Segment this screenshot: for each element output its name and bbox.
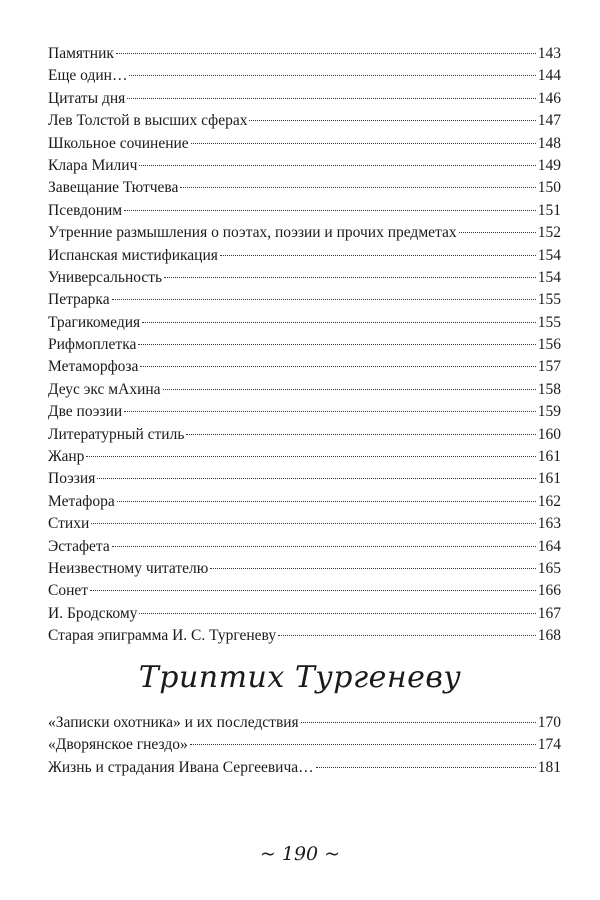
toc-entry: [48, 289, 561, 311]
toc-entry-page: 144: [537, 67, 561, 85]
toc-entry: [48, 245, 561, 267]
toc-entry: [48, 712, 561, 734]
toc-entry: [48, 356, 561, 378]
toc-entry: [48, 513, 561, 535]
toc-entry-title: Лев Толстой в высших сферах: [48, 112, 248, 130]
dot-leader: [90, 590, 536, 591]
toc-entry-title: И. Бродскому: [48, 604, 138, 622]
dot-leader: [129, 75, 535, 76]
toc-entry: [48, 468, 561, 490]
toc-entry-page: 158: [537, 380, 561, 398]
toc-entry-page: 181: [537, 758, 561, 776]
toc-entry-title: Утренние размышления о поэтах, поэзии и прочих предметах: [48, 224, 457, 242]
dot-leader: [112, 546, 536, 547]
toc-entry-title: Памятник: [48, 45, 114, 62]
toc-entry: [48, 177, 561, 199]
toc-entry-page: 174: [537, 736, 561, 754]
toc-entry-page: 154: [537, 246, 561, 264]
dot-leader: [163, 389, 536, 390]
toc-entry-title: «Записки охотника» и их последствия: [48, 714, 299, 731]
toc-entry-title: Сонет: [48, 582, 89, 600]
toc-entry: [48, 401, 561, 423]
toc-entry: [48, 222, 561, 244]
toc-entry: [48, 155, 561, 177]
dot-leader: [191, 143, 536, 144]
toc-entry-page: 147: [537, 112, 561, 130]
toc-entry-page: 150: [537, 179, 561, 197]
toc-entry-page: 148: [537, 134, 561, 152]
toc-entry-title: Жизнь и страдания Ивана Сергеевича…: [48, 758, 314, 776]
dot-leader: [180, 187, 535, 188]
toc-entry-title: Клара Милич: [48, 156, 138, 174]
toc-entry-page: 146: [537, 89, 561, 107]
toc-entry-page: 160: [537, 425, 561, 443]
toc-entry: [48, 536, 561, 558]
section-contents: [48, 712, 561, 779]
toc-entry-title: Школьное сочинение: [48, 134, 189, 152]
dot-leader: [86, 456, 535, 457]
dot-leader: [91, 523, 536, 524]
toc-entry: [48, 491, 561, 513]
toc-entry: [48, 110, 561, 132]
toc-entry-page: 143: [537, 45, 561, 62]
toc-entry-title: Завещание Тютчева: [48, 179, 179, 197]
dot-leader: [138, 344, 535, 345]
toc-entry: [48, 65, 561, 87]
toc-entry: [48, 267, 561, 289]
dot-leader: [190, 744, 536, 745]
toc-entry-page: 151: [537, 201, 561, 219]
dot-leader: [117, 501, 536, 502]
toc-entry-page: 155: [537, 313, 561, 331]
dot-leader: [164, 277, 536, 278]
toc-entry-title: Стихи: [48, 515, 90, 533]
dot-leader: [97, 478, 535, 479]
dot-leader: [124, 411, 536, 412]
dot-leader: [301, 722, 536, 723]
toc-entry-page: 163: [537, 515, 561, 533]
toc-entry-title: Неизвестному читателю: [48, 559, 209, 577]
toc-entry-page: 152: [537, 224, 561, 242]
dot-leader: [140, 366, 535, 367]
dot-leader: [139, 613, 535, 614]
toc-entry-page: 157: [537, 358, 561, 376]
toc-entry-title: «Дворянское гнездо»: [48, 736, 188, 754]
dot-leader: [112, 299, 536, 300]
toc-entry-page: 162: [537, 492, 561, 510]
toc-entry-page: 170: [537, 714, 561, 731]
toc-entry-page: 165: [537, 559, 561, 577]
dot-leader: [116, 53, 536, 54]
toc-entry: [48, 133, 561, 155]
toc-entry: [48, 757, 561, 779]
toc-entry: [48, 625, 561, 647]
dot-leader: [278, 635, 536, 636]
dot-leader: [124, 210, 536, 211]
toc-entry-title: Жанр: [48, 448, 85, 466]
toc-entry-page: 166: [537, 582, 561, 600]
toc-entry-title: Старая эпиграмма И. С. Тургеневу: [48, 627, 277, 645]
toc-entry-page: 155: [537, 291, 561, 309]
toc-entry: [48, 200, 561, 222]
toc-entry: [48, 603, 561, 625]
toc-entry-title: Цитаты дня: [48, 89, 126, 107]
table-of-contents: [48, 43, 561, 648]
toc-entry-title: Литературный стиль: [48, 425, 185, 443]
dot-leader: [139, 165, 535, 166]
toc-entry-page: 167: [537, 604, 561, 622]
toc-entry-title: Универсальность: [48, 268, 163, 286]
toc-entry: [48, 334, 561, 356]
dot-leader: [142, 322, 536, 323]
section-heading: Триптих Тургеневу: [138, 660, 462, 695]
toc-entry-title: Рифмоплетка: [48, 336, 137, 354]
toc-entry-title: Петрарка: [48, 291, 110, 309]
toc-entry-title: Метаморфоза: [48, 358, 139, 376]
toc-entry: [48, 424, 561, 446]
toc-entry-page: 159: [537, 403, 561, 421]
toc-entry: [48, 88, 561, 110]
toc-entry-title: Эстафета: [48, 537, 110, 555]
toc-entry-page: 154: [537, 268, 561, 286]
toc-entry-title: Еще один…: [48, 67, 128, 85]
toc-entry-title: Две поэзии: [48, 403, 123, 421]
toc-entry-title: Трагикомедия: [48, 313, 141, 331]
toc-entry-title: Деус экс мАхина: [48, 380, 161, 398]
toc-entry: [48, 580, 561, 602]
toc-entry-page: 168: [537, 627, 561, 645]
dot-leader: [316, 767, 536, 768]
toc-entry: [48, 379, 561, 401]
toc-entry-page: 164: [537, 537, 561, 555]
dot-leader: [459, 232, 536, 233]
dot-leader: [186, 434, 535, 435]
dot-leader: [249, 120, 535, 121]
toc-entry: [48, 312, 561, 334]
dot-leader: [210, 568, 535, 569]
toc-entry-page: 161: [537, 448, 561, 466]
toc-entry: [48, 43, 561, 65]
toc-entry-page: 149: [537, 156, 561, 174]
page-number: ~ 190 ~: [259, 843, 341, 865]
toc-entry-title: Метафора: [48, 492, 115, 510]
toc-entry-page: 156: [537, 336, 561, 354]
toc-entry-title: Псевдоним: [48, 201, 123, 219]
toc-entry-page: 161: [537, 470, 561, 488]
toc-entry-title: Испанская мистификация: [48, 246, 218, 264]
dot-leader: [220, 255, 536, 256]
toc-entry: [48, 558, 561, 580]
toc-entry: [48, 734, 561, 756]
toc-entry: [48, 446, 561, 468]
dot-leader: [127, 98, 535, 99]
toc-entry-title: Поэзия: [48, 470, 96, 488]
